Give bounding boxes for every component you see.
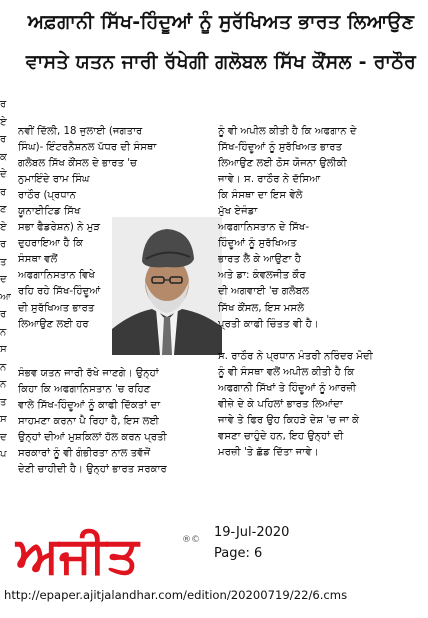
- ajit-logo: [14, 526, 204, 578]
- article-line: ਸੰਸਥਾ ਵਲੋਂ: [18, 254, 58, 266]
- portrait-photo: [112, 217, 222, 355]
- article-line: ਜਾਵੇ ਤੇ ਫਿਰ ਉਹ ਕਿਹੜੇ ਦੇਸ਼ 'ਚ ਜਾ ਕੇ: [218, 415, 360, 427]
- article-line: ਨੂੰ ਵੀ ਸੰਸਥਾ ਵਲੋਂ ਅਪੀਲ ਕੀਤੀ ਹੈ ਕਿ: [218, 367, 355, 379]
- logo-text: ਅਜੀਤ: [16, 526, 139, 578]
- sliver-glyph: ਪ: [0, 449, 7, 460]
- article-line: ਸਭਾ ਫੈਡਰੇਸ਼ਨ) ਨੇ ਮੁੜ: [18, 222, 101, 234]
- article-line: ਦੀ ਸੁਰੱਖਿਅਤ ਭਾਰਤ: [18, 302, 95, 314]
- article-line: ਸਿੰਘ)- ਇੰਟਰਨੈਸ਼ਨਲ ਪੱਧਰ ਦੀ ਸੰਸਥਾ: [18, 142, 157, 154]
- sliver-glyph: ਸ: [0, 414, 7, 425]
- sliver-glyph: ਸ: [0, 344, 7, 355]
- ajit-logo-mark: [14, 526, 204, 578]
- sliver-glyph: ਦ: [0, 431, 7, 443]
- article-line: ਸੰਭਵ ਯਤਨ ਜਾਰੀ ਰੱਖੇ ਜਾਣਗੇ। ਉਨ੍ਹਾਂ: [18, 368, 159, 379]
- sliver-glyph: ਤ: [0, 256, 7, 268]
- article-line: ਮੁੱਖ ਏਜੰਡਾ: [218, 206, 258, 218]
- article-line: ਜਾਵੇ। ਸ. ਰਾਠੌਰ ਨੇ ਦੱਸਿਆ: [218, 174, 321, 186]
- sliver-glyph: ਨ: [0, 379, 7, 390]
- article-line: ਨੁਮਾਇੰਦੇ ਰਾਮ ਸਿੰਘ: [18, 174, 90, 186]
- article-column-right-top: [218, 124, 428, 333]
- article-line: ਲਿਆਉਣ ਲਈ ਠੋਸ ਯੋਜਨਾ ਉਲੀਕੀ: [218, 158, 347, 170]
- article-line: ਵਾਲੇ ਸਿੱਖ-ਹਿੰਦੂਆਂ ਨੂੰ ਕਾਫੀ ਦਿੱਕਤਾਂ ਦਾ: [18, 400, 161, 412]
- article-line: ਨਵੀਂ ਦਿੱਲੀ, 18 ਜੁਲਾਈ (ਜਗਤਾਰ: [18, 126, 143, 137]
- article-line: ਕਿਹਾ ਕਿ ਅਫਗਾਨਿਸਤਾਨ 'ਚ ਰਹਿਣ: [18, 384, 151, 396]
- article-line: ਰਾਠੌਰ (ਪ੍ਰਧਾਨ: [18, 190, 77, 202]
- article-line: ਹਿੰਦੂਆਂ ਨੂੰ ਸੁਰੱਖਿਅਤ: [218, 238, 297, 250]
- sliver-glyph: ਰ: [0, 309, 7, 320]
- article-line: ਦੇਣੀ ਚਾਹੀਦੀ ਹੈ। ਉਨ੍ਹਾਂ ਭਾਰਤ ਸਰਕਾਰ: [18, 464, 167, 476]
- article-line: ਮਰਜ਼ੀ 'ਤੇ ਛੱਡ ਦਿੱਤਾ ਜਾਵੇ।: [218, 447, 319, 459]
- article-line: ਅਫਗਾਨਿਸਤਾਨ ਦੇ ਸਿੱਖ-: [218, 222, 310, 234]
- sliver-glyph: ਏ: [0, 116, 7, 128]
- article-column-right-bottom: [218, 349, 428, 461]
- article-line: ਸਰਕਾਰਾਂ ਨੂੰ ਵੀ ਗੰਭੀਰਤਾ ਨਾਲ ਤਵੱਜੋਂ: [18, 448, 151, 460]
- article-line: ਅਤੇ ਡਾ: ਕੰਵਲਜੀਤ ਕੌਰ: [218, 270, 306, 282]
- sliver-glyph: ਤ: [0, 396, 7, 408]
- article-line: ਉਨ੍ਹਾਂ ਦੀਆਂ ਮੁਸ਼ਕਿਲਾਂ ਹੱਲ ਕਰਨ ਪ੍ਰਤੀ: [18, 432, 167, 444]
- sliver-glyph: ਆ: [0, 291, 11, 303]
- sliver-glyph: ਰ: [0, 134, 7, 145]
- logo-trademark: ®©: [182, 535, 200, 545]
- article-line: ਵੀਜ਼ੇ ਦੇ ਕੇ ਪਹਿਲਾਂ ਭਾਰਤ ਲਿਆਂਦਾ: [218, 399, 343, 411]
- article-line: ਯੂਨਾਈਟਿਡ ਸਿੱਖ: [18, 206, 81, 218]
- article-line: ਕਿ ਸੰਸਥਾ ਦਾ ਇਸ ਵੇਲੇ: [218, 190, 303, 202]
- article-line: ਦੁਹਰਾਇਆ ਹੈ ਕਿ: [18, 238, 84, 250]
- sliver-glyph: ਨ: [0, 361, 7, 373]
- article-line: ਸਿੱਖ-ਹਿੰਦੂਆਂ ਨੂੰ ਸੁਰੱਖਿਅਤ ਭਾਰਤ: [218, 142, 343, 154]
- sliver-glyph: ਦੇ: [0, 169, 7, 180]
- article-line: ਸ. ਰਾਠੌਰ ਨੇ ਪ੍ਰਧਾਨ ਮੰਤਰੀ ਨਰਿੰਦਰ ਮੋਦੀ: [218, 351, 373, 362]
- sliver-glyph: ਰ: [0, 239, 7, 250]
- sliver-glyph: ਨ: [0, 326, 7, 338]
- article-line: ਭਾਰਤ ਲੈ ਕੇ ਆਉਣਾ ਹੈ: [218, 254, 302, 266]
- article-line: ਰਹਿ ਰਹੇ ਸਿੱਖ-ਹਿੰਦੂਆਂ: [18, 286, 101, 298]
- sliver-glyph: ਦ: [0, 274, 7, 285]
- adjacent-column-sliver: [0, 96, 12, 464]
- article-line: ਅਫਗਾਨਿਸਤਾਨ ਵਿਖੇ: [18, 270, 96, 282]
- article-line: ਦੀ ਅਗਵਾਈ 'ਚ ਗਲੋਬਲ: [218, 286, 310, 298]
- article-line: ਸਾਹਮਣਾ ਕਰਨਾ ਪੈ ਰਿਹਾ ਹੈ, ਇਸ ਲਈ: [18, 416, 159, 428]
- edition-date: 19-Jul-2020: [214, 525, 290, 540]
- article-line: ਸਿੱਖ ਕੌਂਸਲ, ਇਸ ਮਸਲੇ: [218, 302, 305, 314]
- sliver-glyph: ਰ: [0, 186, 7, 198]
- article-line: ਅਫਗਾਨੀ ਸਿੱਖਾਂ ਤੇ ਹਿੰਦੂਆਂ ਨੂੰ ਆਰਜ਼ੀ: [218, 383, 357, 395]
- article-line: ਗਲੋਬਲ ਸਿੱਖ ਕੌਂਸਲ ਦੇ ਭਾਰਤ 'ਚ: [18, 158, 137, 170]
- article-line: ਲਿਆਉਣ ਲਈ ਹਰ: [18, 318, 89, 330]
- sliver-glyph: ਏ: [0, 221, 7, 233]
- article-line: ਵਸਣਾ ਚਾਹੁੰਦੇ ਹਨ, ਇਹ ਉਨ੍ਹਾਂ ਦੀ: [218, 431, 344, 443]
- epaper-url-link[interactable]: http://epaper.ajitjalandhar.com/edition/20200719/22/6.cms: [4, 588, 348, 602]
- cut-off-text-row: [38, 514, 368, 526]
- headline-line-1: ਅਫ਼ਗਾਨੀ ਸਿੱਖ-ਹਿੰਦੂਆਂ ਨੂੰ ਸੁਰੱਖਿਅਤ ਭਾਰਤ ਲਿਆਉਣ: [27, 11, 415, 33]
- article-line: ਪ੍ਰਤੀ ਕਾਫੀ ਚਿੰਤਤ ਵੀ ਹੈ।: [218, 318, 319, 330]
- sliver-glyph: ਣ: [0, 204, 7, 215]
- article-line: ਨੂੰ ਵੀ ਅਪੀਲ ਕੀਤੀ ਹੈ ਕਿ ਅਫਗਾਨ ਦੇ: [218, 126, 357, 137]
- sliver-glyph: ਰ: [0, 99, 7, 110]
- portrait-illustration: [112, 217, 222, 355]
- page-number: Page: 6: [214, 546, 263, 561]
- sliver-glyph: ਕ: [0, 151, 7, 163]
- headline-line-2: ਵਾਸਤੇ ਯਤਨ ਜਾਰੀ ਰੱਖੇਗੀ ਗਲੋਬਲ ਸਿੱਖ ਕੌਂਸਲ - ਰਾਠੌਰ: [25, 51, 417, 73]
- article-column-left-bottom: [18, 366, 216, 478]
